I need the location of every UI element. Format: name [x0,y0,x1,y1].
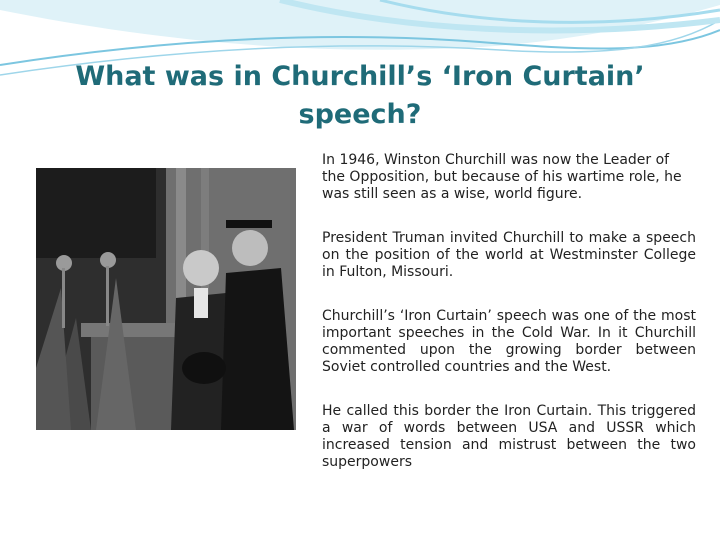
slide-title-line-2: speech? [298,99,422,130]
churchill-speech-photo [36,168,296,430]
paragraph-3: Churchill’s ‘Iron Curtain’ speech was one of the most important speeches in the Cold War. In it Churchill commented upon the growing border between Soviet controlled countries and the West. [322,308,696,375]
slide-title [60,58,660,134]
paragraph-1: In 1946, Winston Churchill was now the Leader of the Opposition, but because of his wartime role, he was still seen as a wise, world figure. [322,152,682,202]
speech-text [322,152,696,498]
paragraph-4: He called this border the Iron Curtain. This triggered a war of words between USA and USSR which increased tension and mistrust between the two superpowers [322,403,696,470]
slide-title-line-1: What was in Churchill’s ‘Iron Curtain’ [75,61,645,92]
paragraph-2: President Truman invited Churchill to make a speech on the position of the world at Westminster College in Fulton, Missouri. [322,230,696,280]
